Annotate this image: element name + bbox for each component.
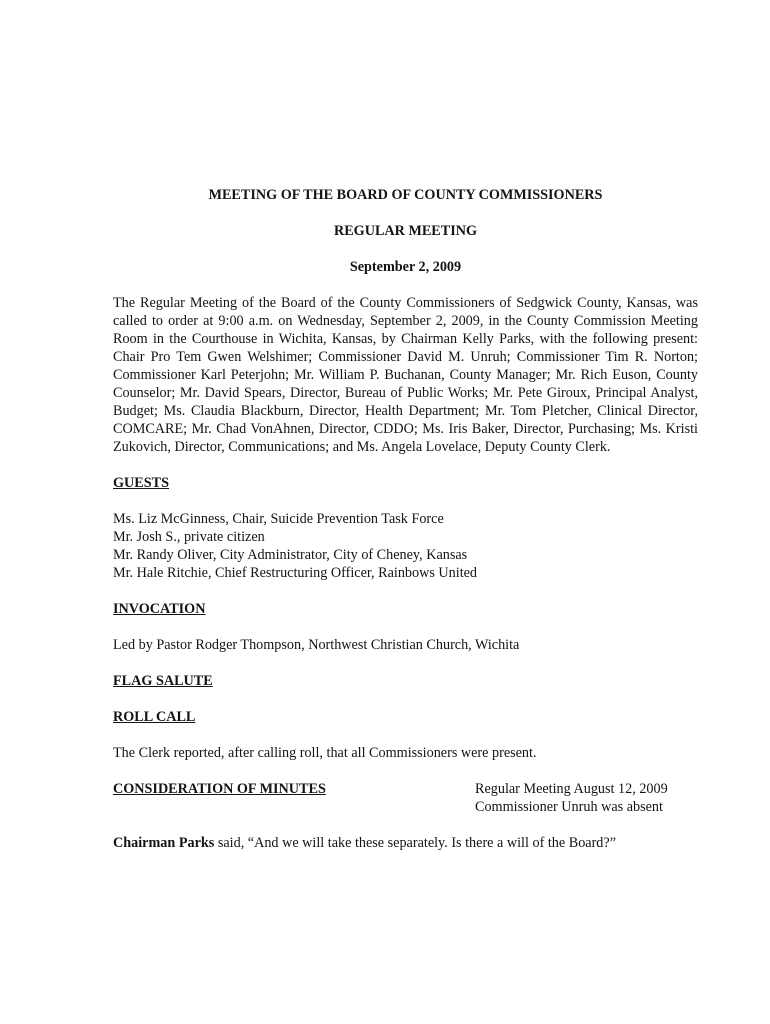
chairman-statement [113, 834, 698, 852]
meeting-date: September 2, 2009 [349, 259, 462, 275]
document-title: MEETING OF THE BOARD OF COUNTY COMMISSIONERS [208, 187, 603, 203]
speaker-text: said, “And we will take these separately. Is there a will of the Board?” [214, 835, 616, 851]
intro-paragraph: The Regular Meeting of the Board of the County Commissioners of Sedgwick County, Kansas, was called to order at 9:00 a.m. on Wednesday, September 2, 2009, in the County Commission Meeting Room in the Courthouse in Wichita, Kansas, by Chairman Kelly Parks, with the following present: Chair Pro Tem Gwen Welshimer; Commissioner David M. Unruh; Commissioner Tim R. Norton; Commissioner Karl Peterjohn; Mr. William P. Buchanan, County Manager; Mr. Rich Euson, County Counselor; Mr. David Spears, Director, Bureau of Public Works; Mr. Pete Giroux, Principal Analyst, Budget; Ms. Claudia Blackburn, Director, Health Department; Mr. Tom Pletcher, Clinical Director, COMCARE; Mr. Chad VonAhnen, Director, CDDO; Ms. Iris Baker, Director, Purchasing; Ms. Kristi Zukovich, Director, Communications; and Ms. Angela Lovelace, Deputy County Clerk. [113, 295, 698, 455]
minutes-details [475, 780, 698, 816]
minutes-note: Commissioner Unruh was absent [475, 799, 663, 815]
guest-item: Mr. Hale Ritchie, Chief Restructuring Officer, Rainbows United [113, 565, 478, 581]
roll-call-heading: ROLL CALL [113, 709, 196, 725]
invocation-text: Led by Pastor Rodger Thompson, Northwest Christian Church, Wichita [113, 637, 520, 653]
guest-item: Ms. Liz McGinness, Chair, Suicide Prevention Task Force [113, 511, 444, 527]
document-subtitle: REGULAR MEETING [333, 223, 478, 239]
minutes-section [113, 780, 698, 816]
flag-salute-heading: FLAG SALUTE [113, 673, 213, 689]
guest-list [113, 510, 698, 582]
guest-item: Mr. Randy Oliver, City Administrator, City of Cheney, Kansas [113, 547, 468, 563]
roll-call-text: The Clerk reported, after calling roll, that all Commissioners were present. [113, 745, 537, 761]
minutes-meeting: Regular Meeting August 12, 2009 [475, 781, 668, 797]
speaker-name: Chairman Parks [113, 835, 215, 851]
guests-heading: GUESTS [113, 475, 169, 491]
invocation-heading: INVOCATION [113, 601, 206, 617]
guest-item: Mr. Josh S., private citizen [113, 529, 265, 545]
minutes-heading: CONSIDERATION OF MINUTES [113, 781, 326, 797]
document-page [113, 186, 698, 852]
